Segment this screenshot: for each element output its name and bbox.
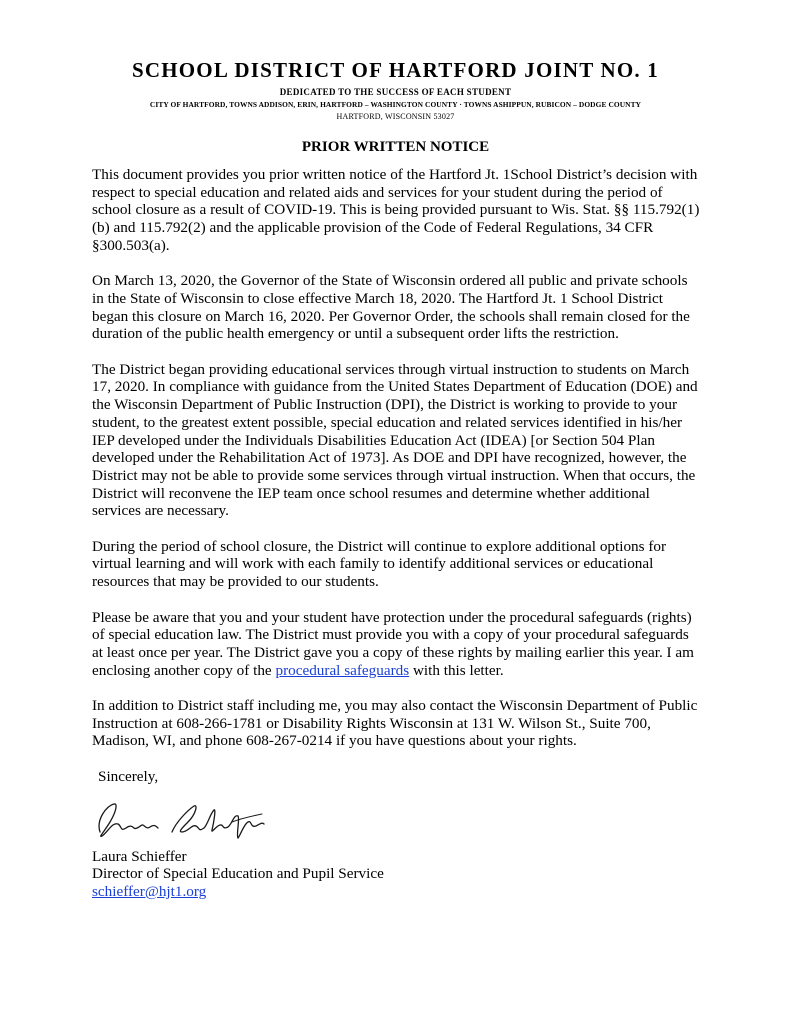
document-title: PRIOR WRITTEN NOTICE [301, 139, 490, 155]
letter-body [92, 166, 702, 901]
signer-title: Director of Special Education and Pupil Service [92, 865, 384, 883]
paragraph-additional-options: During the period of school closure, the District will continue to explore additional options for virtual learning and will work with each family to identify additional services or educational resources that may be provided to our students. [92, 537, 667, 591]
paragraph-procedural-safeguards [92, 609, 702, 680]
district-address: HARTFORD, WISCONSIN 53027 [336, 112, 455, 121]
paragraph-purpose: This document provides you prior written notice of the Hartford Jt. 1School District’s decision with respect to special education and related aids and services for your student during the period of school closure as a result of COVID-19. This is being provided pursuant to Wis. Stat. §§ 115.792(1)(b) and 115.792(2) and the applicable provision of the Code of Federal Regulations, 34 CFR §300.503(a). [92, 166, 700, 254]
signer-name: Laura Schieffer [92, 847, 187, 865]
district-name: SCHOOL DISTRICT OF HARTFORD JOINT NO. 1 [131, 58, 659, 82]
procedural-safeguards-link[interactable]: procedural safeguards [275, 661, 410, 679]
district-towns: CITY OF HARTFORD, TOWNS ADDISON, ERIN, HARTFORD – WASHINGTON COUNTY · TOWNS ASHIPPUN, RUBICON – DODGE COUNTY [149, 100, 642, 109]
paragraph-closure-order: On March 13, 2020, the Governor of the State of Wisconsin ordered all public and private schools in the State of Wisconsin to close effective March 18, 2020. The Hartford Jt. 1 School District began this closure on March 16, 2020. Per Governor Order, the schools shall remain closed for the duration of the public health emergency or until a subsequent order lifts the restriction. [92, 272, 690, 343]
safeguards-text-before: Please be aware that you and your student have protection under the procedural safeguards (rights) of special education law. The District must provide you with a copy of your procedural safeguards at least once per year. The District gave you a copy of these rights by mailing earlier this year. I am enclosing another copy of the [92, 608, 694, 679]
safeguards-text-after: with this letter. [409, 661, 504, 679]
paragraph-contacts: In addition to District staff including me, you may also contact the Wisconsin Department of Public Instruction at 608-266-1781 or Disability Rights Wisconsin at 131 W. Wilson St., Suite 700, Madison, WI, and phone 608-267-0214 if you have questions about your rights. [92, 697, 698, 750]
district-motto: DEDICATED TO THE SUCCESS OF EACH STUDENT [279, 87, 512, 97]
salutation: Sincerely, [98, 767, 159, 785]
signature-image [92, 792, 292, 844]
paragraph-virtual-instruction: The District began providing educational services through virtual instruction to students on March 17, 2020. In compliance with guidance from the United States Department of Education (DOE) and the Wisconsin Department of Public Instruction (DPI), the District is working to provide to your student, to the greatest extent possible, special education and related services identified in his/her IEP developed under the Individuals Disabilities Education Act (IDEA) [or Section 504 Plan developed under the Rehabilitation Act of 1973]. As DOE and DPI have recognized, however, the District may not be able to provide some services through virtual instruction. When that occurs, the District will reconvene the IEP team once school resumes and determine whether additional services are necessary. [92, 360, 698, 520]
signer-email-link[interactable]: schieffer@hjt1.org [92, 882, 207, 900]
